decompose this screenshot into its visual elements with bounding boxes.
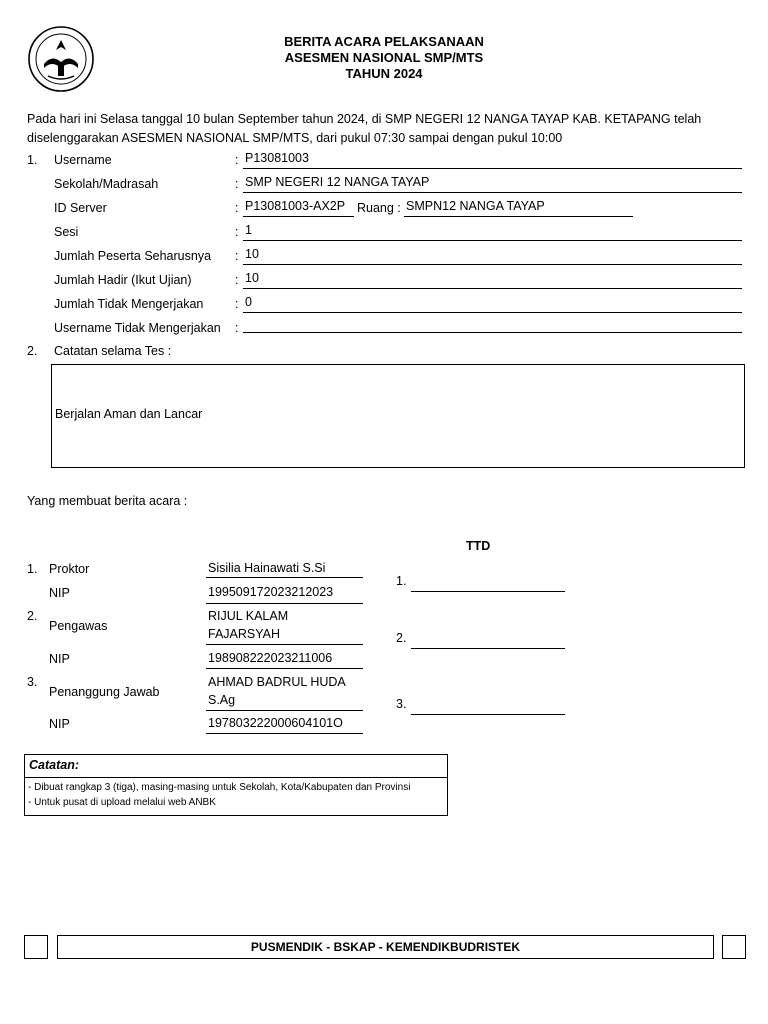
- colon: :: [235, 201, 239, 215]
- label-username: Username: [54, 153, 112, 167]
- title-line-1: BERITA ACARA PELAKSANAAN: [284, 34, 484, 49]
- label-id-server: ID Server: [54, 201, 107, 215]
- catatan-line-1: - Dibuat rangkap 3 (tiga), masing-masing untuk Sekolah, Kota/Kabupaten dan Provinsi: [28, 782, 411, 793]
- colon: :: [235, 153, 239, 167]
- signer-2-nip: 198908222023211006: [206, 651, 363, 669]
- label-sesi: Sesi: [54, 225, 79, 239]
- signer-1-nip: 199509172023212023: [206, 585, 363, 604]
- label-jumlah-tidak-mengerjakan: Jumlah Tidak Mengerjakan: [54, 297, 204, 311]
- intro-line-2: diselenggarakan ASESMEN NASIONAL SMP/MTS, dari pukul 07:30 sampai dengan pukul 10:00: [27, 131, 563, 145]
- colon: :: [235, 225, 239, 239]
- colon: :: [235, 249, 239, 263]
- field-jumlah-peserta: 10: [243, 247, 742, 265]
- ttd-label: TTD: [466, 539, 491, 553]
- signer-2-nip-label: NIP: [49, 652, 70, 666]
- colon: :: [235, 177, 239, 191]
- title-line-3: TAHUN 2024: [345, 66, 423, 81]
- field-id-server: P13081003-AX2P: [243, 199, 354, 217]
- section-2-number: 2.: [27, 344, 38, 358]
- signer-1-number: 1.: [27, 562, 38, 576]
- signature-line-3: [411, 713, 565, 715]
- footer-right-box: [722, 935, 746, 959]
- signer-3-name-line-1: AHMAD BADRUL HUDA: [208, 675, 346, 689]
- field-jumlah-tidak-mengerjakan: 0: [243, 295, 742, 313]
- signer-3-nip-label: NIP: [49, 717, 70, 731]
- signer-3-number: 3.: [27, 675, 38, 689]
- field-sekolah: SMP NEGERI 12 NANGA TAYAP: [243, 175, 742, 193]
- catatan-box: [24, 754, 448, 816]
- label-sekolah: Sekolah/Madrasah: [54, 177, 159, 191]
- catatan-line-2: - Untuk pusat di upload melalui web ANBK: [28, 797, 216, 808]
- field-jumlah-hadir: 10: [243, 271, 742, 289]
- sig-1-number: 1.: [396, 574, 407, 588]
- signer-1-name: Sisilia Hainawati S.Si: [206, 561, 363, 578]
- field-username: P13081003: [243, 151, 742, 169]
- sig-3-number: 3.: [396, 697, 407, 711]
- title-line-2: ASESMEN NASIONAL SMP/MTS: [284, 50, 484, 65]
- signer-2-number: 2.: [27, 609, 38, 623]
- signer-3-role: Penanggung Jawab: [49, 685, 160, 699]
- signer-2-name-line-2: FAJARSYAH: [206, 627, 363, 645]
- footer-label: PUSMENDIK - BSKAP - KEMENDIKBUDRISTEK: [250, 940, 521, 954]
- sig-2-number: 2.: [396, 631, 407, 645]
- signer-1-nip-label: NIP: [49, 586, 70, 600]
- footer-banner: [57, 935, 714, 959]
- intro-line-1: Pada hari ini Selasa tanggal 10 bulan September tahun 2024, di SMP NEGERI 12 NANGA TAYAP KAB. KETAPANG telah: [27, 112, 702, 126]
- signer-2-name-line-1: RIJUL KALAM: [208, 609, 289, 623]
- signer-3-nip: 197803222000604101O: [206, 716, 363, 734]
- label-jumlah-peserta: Jumlah Peserta Seharusnya: [54, 249, 212, 263]
- label-jumlah-hadir: Jumlah Hadir (Ikut Ujian): [54, 273, 192, 287]
- colon: :: [235, 297, 239, 311]
- field-username-tidak-mengerjakan: [243, 319, 742, 333]
- signer-3-name-line-2: S.Ag: [206, 693, 363, 711]
- footer-left-box: [24, 935, 48, 959]
- yang-membuat-label: Yang membuat berita acara :: [27, 494, 188, 508]
- label-catatan-tes: Catatan selama Tes :: [54, 344, 172, 358]
- field-ruang: SMPN12 NANGA TAYAP: [404, 199, 633, 217]
- label-ruang: Ruang :: [357, 201, 401, 215]
- catatan-tes-text: Berjalan Aman dan Lancar: [55, 407, 203, 421]
- signer-2-role: Pengawas: [49, 619, 108, 633]
- colon: :: [235, 273, 239, 287]
- signer-1-role: Proktor: [49, 562, 90, 576]
- catatan-title: Catatan:: [29, 758, 80, 772]
- colon: :: [235, 321, 239, 335]
- signature-line-1: [411, 590, 565, 592]
- catatan-header: [25, 755, 447, 778]
- section-1-number: 1.: [27, 153, 38, 167]
- label-username-tidak-mengerjakan: Username Tidak Mengerjakan: [54, 321, 221, 335]
- field-sesi: 1: [243, 223, 742, 241]
- signature-line-2: [411, 647, 565, 649]
